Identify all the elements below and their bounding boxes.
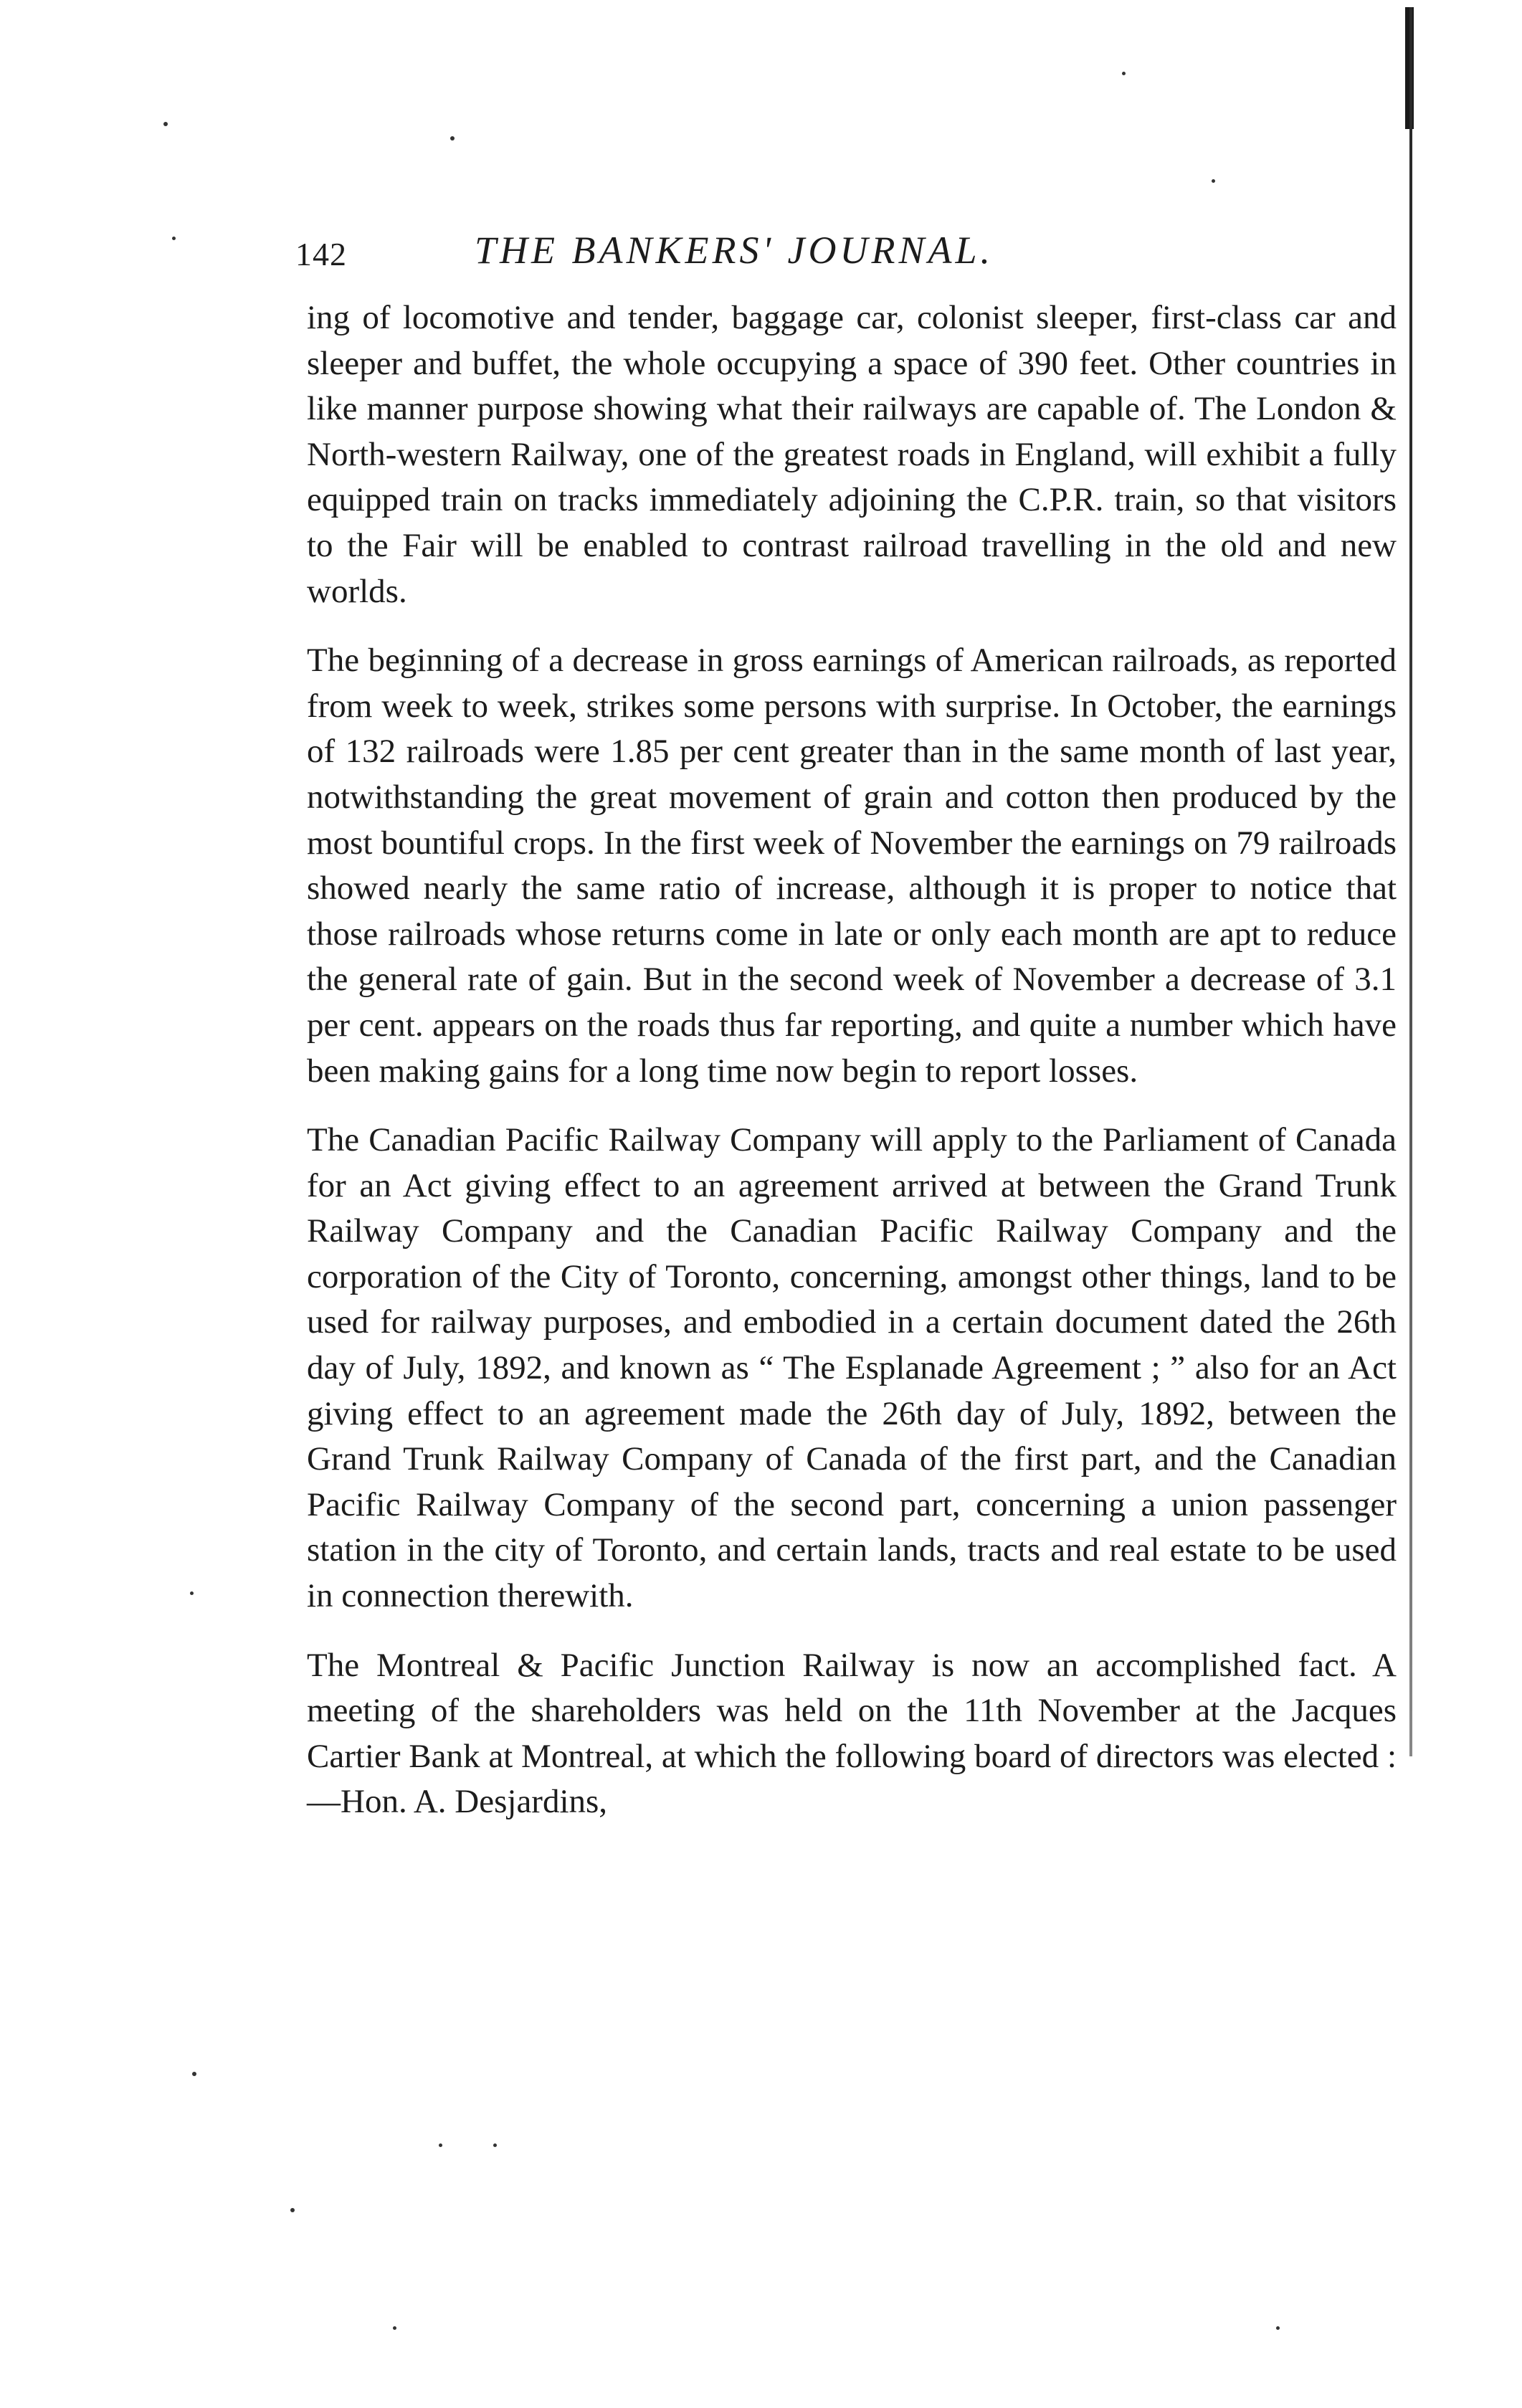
print-speck <box>190 1591 194 1595</box>
paragraph-cpr-parliament: The Canadian Pacific Railway Company will apply to the Parliament of Canada for an Act giving effect to an agreement arrived at between the Grand Trunk Railway Company and the Canadian Pacific Railway Company and the corporation of the City of Toronto, concerning, amongst other things, land to be used for railway purposes, and embodied in a certain document dated the 26th day of July, 1892, and known as “ The Esplanade Agreement ; ” also for an Act giving effect to an agreement made the 26th day of July, 1892, between the Grand Trunk Railway Company of Canada of the first part, and the Canadian Pacific Railway Company of the second part, concerning a union passenger station in the city of Toronto, and certain lands, tracts and real estate to be used in connection therewith. <box>307 1121 1397 1615</box>
page-number: 142 <box>295 236 347 272</box>
print-speck <box>290 2208 295 2212</box>
paragraph-gross-earnings: The beginning of a decrease in gross earnings of American railroads, as reported from week to week, strikes some persons with surprise. In October, the earnings of 132 railroads were 1.85 per cent greater than in the same month of last year, notwithstanding the great movement of grain and cotton then produced by the most bountiful crops. In the first week of November the earnings on 79 railroads showed nearly the same ratio of increase, although it is proper to notice that those railroads whose returns come in late or only each month are apt to reduce the general rate of gain. But in the second week of November a decrease of 3.1 per cent. appears on the roads thus far reporting, and quite a number which have been making gains for a long time now begin to report losses. <box>307 642 1397 1090</box>
paragraph-montreal-pacific: The Montreal & Pacific Junction Railway is now an accomplished fact. A meeting of the shareholders was held on the 11th November at the Jacques Cartier Bank at Montreal, at which the following board of directors was elected :—Hon. A. Desjardins, <box>307 1646 1397 1821</box>
print-speck <box>450 136 455 141</box>
page-header <box>295 228 1414 285</box>
print-speck <box>192 2072 196 2076</box>
paragraph-railway-exhibit: ing of locomotive and tender, baggage car, colonist sleeper, first-class car and sleeper and buffet, the whole occupying a space of 390 feet. Other countries in like manner purpose showing what their railways are capable of. The London & North-western Railway, one of the greatest roads in England, will exhibit a fully equipped train on tracks immediately adjoining the C.P.R. train, so that visitors to the Fair will be enabled to contrast railroad travelling in the old and new worlds. <box>307 299 1397 610</box>
print-speck <box>393 2326 396 2330</box>
article-body <box>307 295 1397 1849</box>
print-speck <box>1122 72 1126 75</box>
print-speck <box>439 2143 442 2147</box>
running-head: THE BANKERS' JOURNAL. <box>475 229 994 272</box>
print-speck <box>1276 2326 1280 2330</box>
print-speck <box>163 122 168 126</box>
print-speck <box>1212 179 1215 183</box>
print-speck <box>172 237 176 240</box>
print-speck <box>493 2143 497 2147</box>
